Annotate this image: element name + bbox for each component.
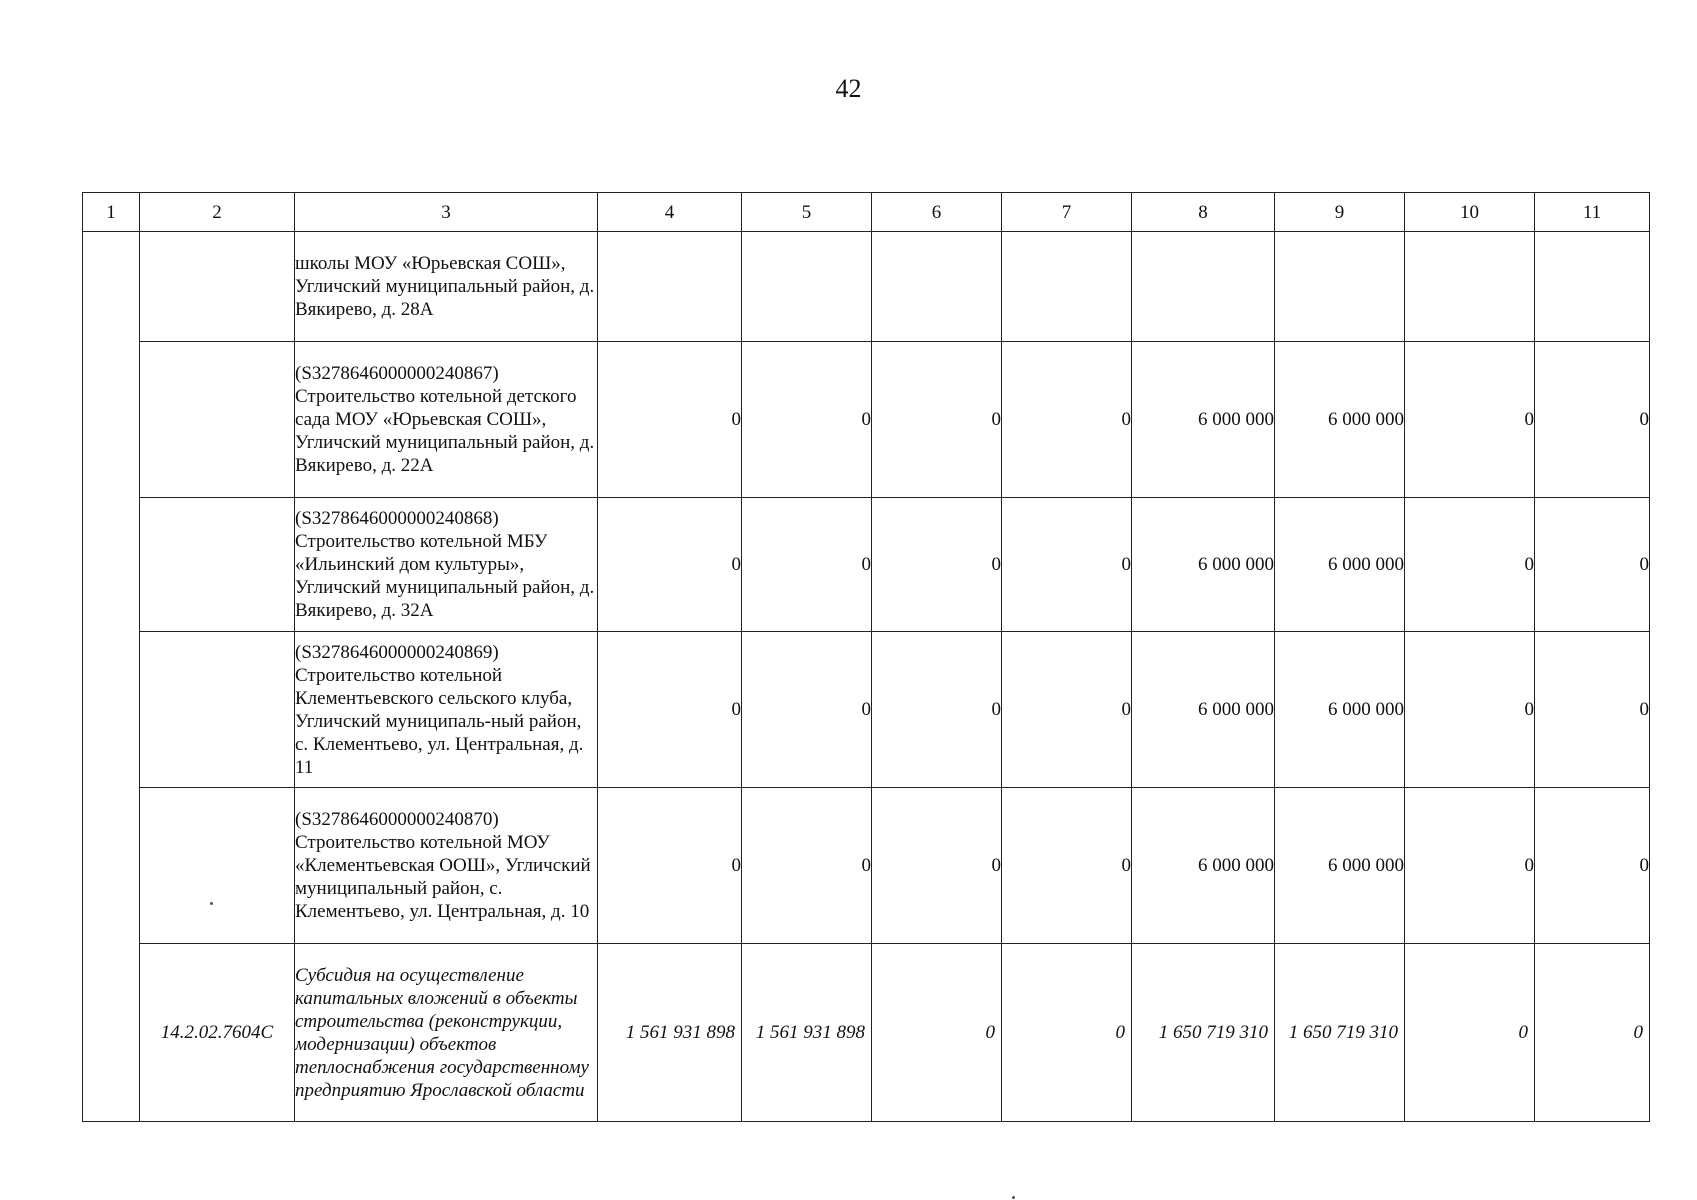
table-row bbox=[83, 498, 1650, 632]
code-cell bbox=[140, 232, 295, 342]
value-cell-5: 0 bbox=[742, 342, 872, 498]
value-cell-8: 6 000 000 bbox=[1132, 632, 1275, 788]
table-header bbox=[83, 193, 1650, 232]
header-cell-7: 7 bbox=[1002, 193, 1132, 232]
value-cell-6: 0 bbox=[872, 632, 1002, 788]
value-cell-10: 0 bbox=[1405, 498, 1535, 632]
value-cell-9: 1 650 719 310 bbox=[1275, 944, 1405, 1122]
value-cell-6: 0 bbox=[872, 498, 1002, 632]
value-cell-7 bbox=[1002, 232, 1132, 342]
value-cell-7: 0 bbox=[1002, 944, 1132, 1122]
header-cell-6: 6 bbox=[872, 193, 1002, 232]
value-cell-11 bbox=[1535, 232, 1650, 342]
table-row bbox=[83, 232, 1650, 342]
table-row bbox=[83, 342, 1650, 498]
value-cell-6: 0 bbox=[872, 944, 1002, 1122]
value-cell-10: 0 bbox=[1405, 788, 1535, 944]
value-cell-4: 1 561 931 898 bbox=[598, 944, 742, 1122]
value-cell-11: 0 bbox=[1535, 788, 1650, 944]
value-cell-7: 0 bbox=[1002, 342, 1132, 498]
value-cell-5 bbox=[742, 232, 872, 342]
value-cell-9: 6 000 000 bbox=[1275, 632, 1405, 788]
value-cell-10: 0 bbox=[1405, 632, 1535, 788]
value-cell-4: 0 bbox=[598, 498, 742, 632]
code-cell: 14.2.02.7604С bbox=[140, 944, 295, 1122]
value-cell-4: 0 bbox=[598, 342, 742, 498]
header-cell-1: 1 bbox=[83, 193, 140, 232]
header-cell-8: 8 bbox=[1132, 193, 1275, 232]
description-cell: (S3278646000000240869) Строительство котельной Клементьевского сельского клуба, Угличский муниципаль-ный район, с. Клементьево, ул. Центральная, д. 11 bbox=[295, 632, 598, 788]
value-cell-9: 6 000 000 bbox=[1275, 342, 1405, 498]
value-cell-4: 0 bbox=[598, 788, 742, 944]
first-column-cell bbox=[83, 232, 140, 1122]
header-row bbox=[83, 193, 1650, 232]
value-cell-9 bbox=[1275, 232, 1405, 342]
value-cell-7: 0 bbox=[1002, 632, 1132, 788]
scan-artifact-dot bbox=[1012, 1196, 1015, 1199]
header-cell-4: 4 bbox=[598, 193, 742, 232]
value-cell-8 bbox=[1132, 232, 1275, 342]
value-cell-11: 0 bbox=[1535, 944, 1650, 1122]
value-cell-8: 6 000 000 bbox=[1132, 342, 1275, 498]
value-cell-10: 0 bbox=[1405, 944, 1535, 1122]
scan-artifact-dot bbox=[210, 902, 213, 905]
value-cell-4 bbox=[598, 232, 742, 342]
table-row bbox=[83, 944, 1650, 1122]
value-cell-8: 6 000 000 bbox=[1132, 788, 1275, 944]
value-cell-9: 6 000 000 bbox=[1275, 498, 1405, 632]
header-cell-5: 5 bbox=[742, 193, 872, 232]
value-cell-4: 0 bbox=[598, 632, 742, 788]
value-cell-8: 1 650 719 310 bbox=[1132, 944, 1275, 1122]
header-cell-11: 11 bbox=[1535, 193, 1650, 232]
description-cell: школы МОУ «Юрьевская СОШ», Угличский муниципальный район, д. Вякирево, д. 28А bbox=[295, 232, 598, 342]
header-cell-9: 9 bbox=[1275, 193, 1405, 232]
code-cell bbox=[140, 498, 295, 632]
value-cell-11: 0 bbox=[1535, 632, 1650, 788]
value-cell-6: 0 bbox=[872, 342, 1002, 498]
table-row bbox=[83, 632, 1650, 788]
value-cell-8: 6 000 000 bbox=[1132, 498, 1275, 632]
code-cell bbox=[140, 788, 295, 944]
budget-table bbox=[82, 192, 1650, 1122]
description-cell: (S3278646000000240867) Строительство котельной детского сада МОУ «Юрьевская СОШ», Угличский муниципальный район, д. Вякирево, д. 22А bbox=[295, 342, 598, 498]
value-cell-5: 0 bbox=[742, 498, 872, 632]
description-cell: (S3278646000000240870) Строительство котельной МОУ «Клементьевская ООШ», Угличский муниципальный район, с. Клементьево, ул. Центральная, д. 10 bbox=[295, 788, 598, 944]
value-cell-6 bbox=[872, 232, 1002, 342]
value-cell-7: 0 bbox=[1002, 788, 1132, 944]
value-cell-9: 6 000 000 bbox=[1275, 788, 1405, 944]
code-cell bbox=[140, 342, 295, 498]
value-cell-5: 0 bbox=[742, 632, 872, 788]
value-cell-7: 0 bbox=[1002, 498, 1132, 632]
value-cell-11: 0 bbox=[1535, 498, 1650, 632]
header-cell-3: 3 bbox=[295, 193, 598, 232]
value-cell-5: 1 561 931 898 bbox=[742, 944, 872, 1122]
header-cell-10: 10 bbox=[1405, 193, 1535, 232]
page-number: 42 bbox=[835, 74, 862, 103]
code-cell bbox=[140, 632, 295, 788]
value-cell-11: 0 bbox=[1535, 342, 1650, 498]
description-cell: (S3278646000000240868) Строительство котельной МБУ «Ильинский дом культуры», Угличский муниципальный район, д. Вякирево, д. 32А bbox=[295, 498, 598, 632]
value-cell-10 bbox=[1405, 232, 1535, 342]
value-cell-10: 0 bbox=[1405, 342, 1535, 498]
value-cell-5: 0 bbox=[742, 788, 872, 944]
header-cell-2: 2 bbox=[140, 193, 295, 232]
value-cell-6: 0 bbox=[872, 788, 1002, 944]
table-row bbox=[83, 788, 1650, 944]
description-cell: Субсидия на осуществление капитальных вложений в объекты строительства (реконструкции, модернизации) объектов теплоснабжения государственному предприятию Ярославской области bbox=[295, 944, 598, 1122]
